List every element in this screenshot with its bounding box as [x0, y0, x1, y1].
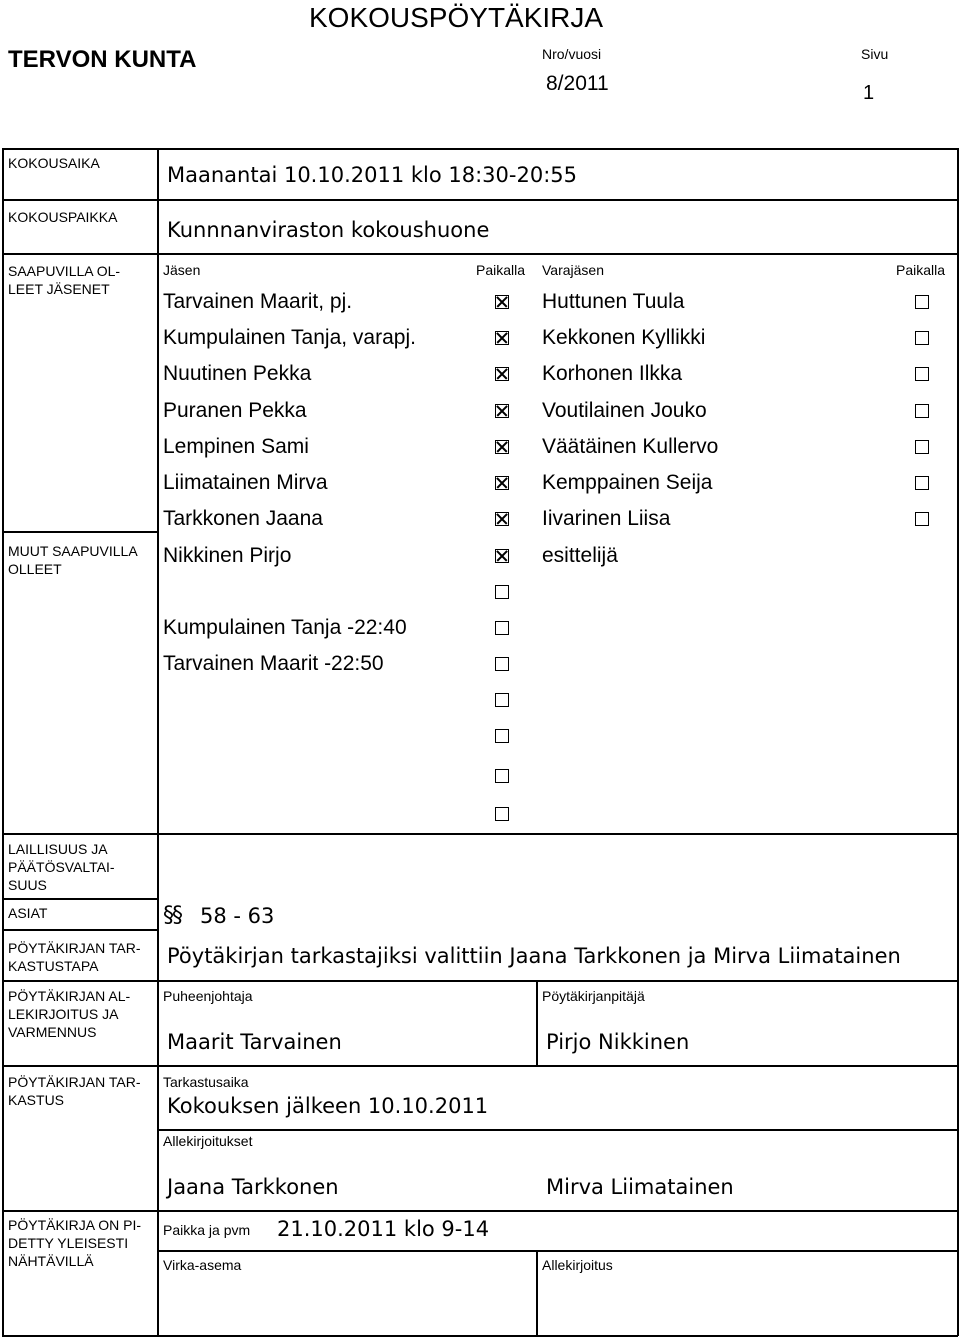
other-attendee-present-checkbox[interactable] [495, 657, 509, 671]
signer-1: Jaana Tarkkonen [167, 1175, 339, 1199]
member-present-checkbox[interactable] [495, 404, 509, 418]
member-present-checkbox[interactable] [495, 367, 509, 381]
deputy-present-checkbox[interactable] [915, 512, 929, 526]
label-minutes-check: PÖYTÄKIRJAN TAR- KASTUS [8, 1074, 141, 1108]
label-signing: PÖYTÄKIRJAN AL- LEKIRJOITUS JA VARMENNUS [8, 988, 131, 1040]
member-present-checkbox[interactable] [495, 440, 509, 454]
page-label: Sivu [861, 46, 889, 62]
member-name: Kumpulainen Tanja, varapj. [163, 326, 416, 350]
position-label: Virka-asema [163, 1257, 242, 1273]
col-member-header: Jäsen [163, 262, 201, 278]
check-time-label: Tarkastusaika [163, 1074, 249, 1090]
deputy-present-checkbox[interactable] [915, 367, 929, 381]
other-attendee-present-checkbox[interactable] [495, 585, 509, 599]
other-attendee-name: Nikkinen Pirjo [163, 544, 292, 567]
deputy-name: Korhonen Ilkka [542, 362, 683, 386]
col-deputy-header: Varajäsen [542, 262, 605, 278]
check-method-text: Pöytäkirjan tarkastajiksi valittiin Jaana Tarkkonen ja Mirva Liimatainen [167, 944, 901, 968]
other-attendee-present-checkbox[interactable] [495, 693, 509, 707]
col-present-header: Paikalla [476, 262, 526, 278]
other-attendee-present-checkbox[interactable] [495, 621, 509, 635]
page-number: 1 [863, 82, 875, 104]
chair-name: Maarit Tarvainen [167, 1030, 342, 1054]
label-others-present: MUUT SAAPUVILLA OLLEET [8, 543, 138, 577]
member-present-checkbox[interactable] [495, 295, 509, 309]
member-present-checkbox[interactable] [495, 512, 509, 526]
deputy-name: Voutilainen Jouko [542, 398, 707, 422]
deputy-present-checkbox[interactable] [915, 404, 929, 418]
deputy-present-checkbox[interactable] [915, 331, 929, 345]
member-name: Tarvainen Maarit, pj. [163, 290, 353, 313]
deputy-name: Väätäinen Kullervo [542, 434, 719, 458]
secretary-name: Pirjo Nikkinen [546, 1030, 690, 1054]
deputy-name: Huttunen Tuula [542, 290, 685, 313]
municipality-name: TERVON KUNTA [8, 46, 197, 73]
chair-label: Puheenjohtaja [163, 988, 253, 1004]
signer-2: Mirva Liimatainen [546, 1175, 734, 1199]
other-attendee-role: esittelijä [542, 544, 618, 567]
other-attendee-name: Kumpulainen Tanja -22:40 [163, 616, 407, 639]
deputy-name: Iivarinen Liisa [542, 507, 671, 531]
other-attendee-present-checkbox[interactable] [495, 807, 509, 821]
deputy-name: Kekkonen Kyllikki [542, 326, 706, 350]
label-check-method: PÖYTÄKIRJAN TAR- KASTUSTAPA [8, 940, 141, 974]
other-attendee-present-checkbox[interactable] [495, 729, 509, 743]
other-attendee-present-checkbox[interactable] [495, 769, 509, 783]
label-meeting-time: KOKOUSAIKA [8, 155, 100, 171]
member-name: Tarkkonen Jaana [163, 507, 323, 531]
member-present-checkbox[interactable] [495, 476, 509, 490]
deputy-present-checkbox[interactable] [915, 476, 929, 490]
label-members-present: SAAPUVILLA OL- LEET JÄSENET [8, 263, 121, 297]
member-present-checkbox[interactable] [495, 331, 509, 345]
document-title: KOKOUSPÖYTÄKIRJA [309, 2, 604, 33]
check-time-value: Kokouksen jälkeen 10.10.2011 [167, 1094, 489, 1118]
number-value: 8/2011 [546, 72, 609, 95]
member-name: Puranen Pekka [163, 398, 307, 422]
section-symbol: §§ [163, 903, 181, 928]
meeting-time-value: Maanantai 10.10.2011 klo 18:30-20:55 [167, 163, 578, 187]
other-attendee-name: Tarvainen Maarit -22:50 [163, 652, 384, 675]
deputy-name: Kemppainen Seija [542, 471, 713, 494]
member-name: Nuutinen Pekka [163, 362, 312, 386]
deputy-present-checkbox[interactable] [915, 440, 929, 454]
deputy-present-checkbox[interactable] [915, 295, 929, 309]
label-meeting-place: KOKOUSPAIKKA [8, 209, 118, 225]
number-label: Nro/vuosi [542, 46, 602, 62]
place-date-label: Paikka ja pvm [163, 1222, 251, 1238]
signatures-label: Allekirjoitukset [163, 1133, 253, 1149]
label-matters: ASIAT [8, 905, 48, 921]
other-attendee-present-checkbox[interactable] [495, 549, 509, 563]
matters-range: 58 - 63 [200, 904, 275, 928]
member-name: Liimatainen Mirva [163, 471, 328, 494]
label-public-display: PÖYTÄKIRJA ON PI- DETTY YLEISESTI NÄHTÄVILLÄ [8, 1217, 142, 1269]
place-date-value: 21.10.2011 klo 9-14 [277, 1217, 490, 1241]
meeting-place-value: Kunnnanviraston kokoushuone [167, 218, 490, 242]
col-deputy-present-header: Paikalla [896, 262, 946, 278]
member-name: Lempinen Sami [163, 434, 309, 458]
label-legality: LAILLISUUS JA PÄÄTÖSVALTAI- SUUS [8, 841, 115, 893]
secretary-label: Pöytäkirjanpitäjä [542, 988, 645, 1004]
signature-label: Allekirjoitus [542, 1257, 613, 1273]
